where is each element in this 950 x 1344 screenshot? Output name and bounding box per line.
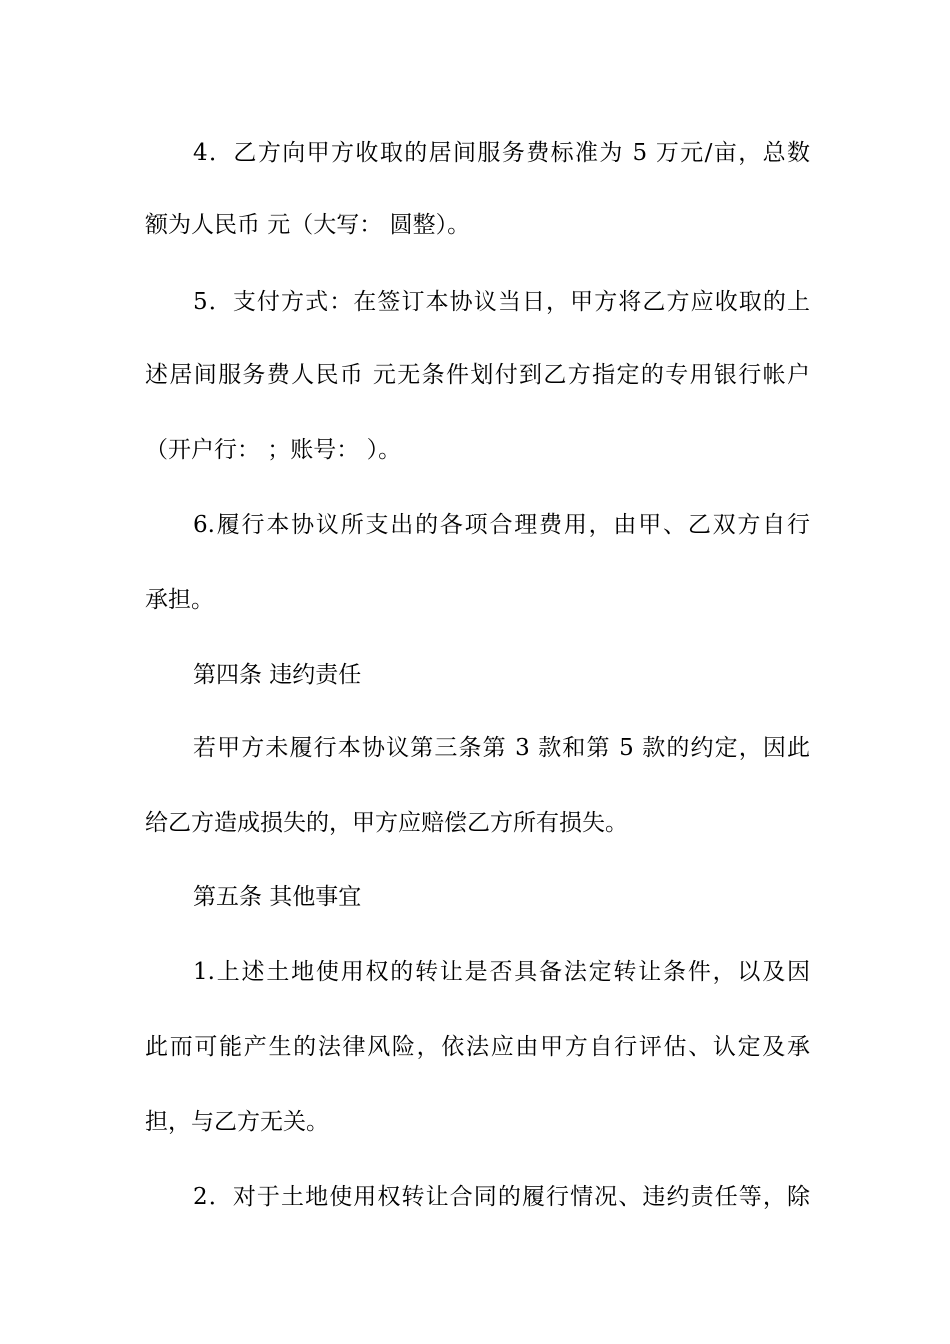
text-line: 此而可能产生的法律风险，依法应由甲方自行评估、认定及承	[145, 1034, 810, 1060]
text-line: 2．对于土地使用权转让合同的履行情况、违约责任等，除	[193, 1184, 810, 1210]
text-line: 额为人民币 元（大写： 圆整）。	[145, 212, 471, 238]
text-line: 担，与乙方无关。	[145, 1109, 329, 1135]
text-line: 承担。	[145, 587, 214, 613]
section-heading: 第五条 其他事宜	[193, 884, 362, 910]
text-line: 给乙方造成损失的，甲方应赔偿乙方所有损失。	[145, 810, 628, 836]
text-line: 4．乙方向甲方收取的居间服务费标准为 5 万元/亩，总数	[193, 140, 810, 166]
text-line: （开户行： ；账号： ）。	[145, 437, 402, 463]
text-line: 述居间服务费人民币 元无条件划付到乙方指定的专用银行帐户	[145, 362, 810, 388]
text-line: 6.履行本协议所支出的各项合理费用，由甲、乙双方自行	[193, 512, 810, 538]
text-line: 若甲方未履行本协议第三条第 3 款和第 5 款的约定，因此	[193, 735, 810, 761]
text-line: 1.上述土地使用权的转让是否具备法定转让条件，以及因	[193, 959, 810, 985]
text-line: 5．支付方式：在签订本协议当日，甲方将乙方应收取的上	[193, 289, 810, 315]
section-heading: 第四条 违约责任	[193, 662, 362, 688]
